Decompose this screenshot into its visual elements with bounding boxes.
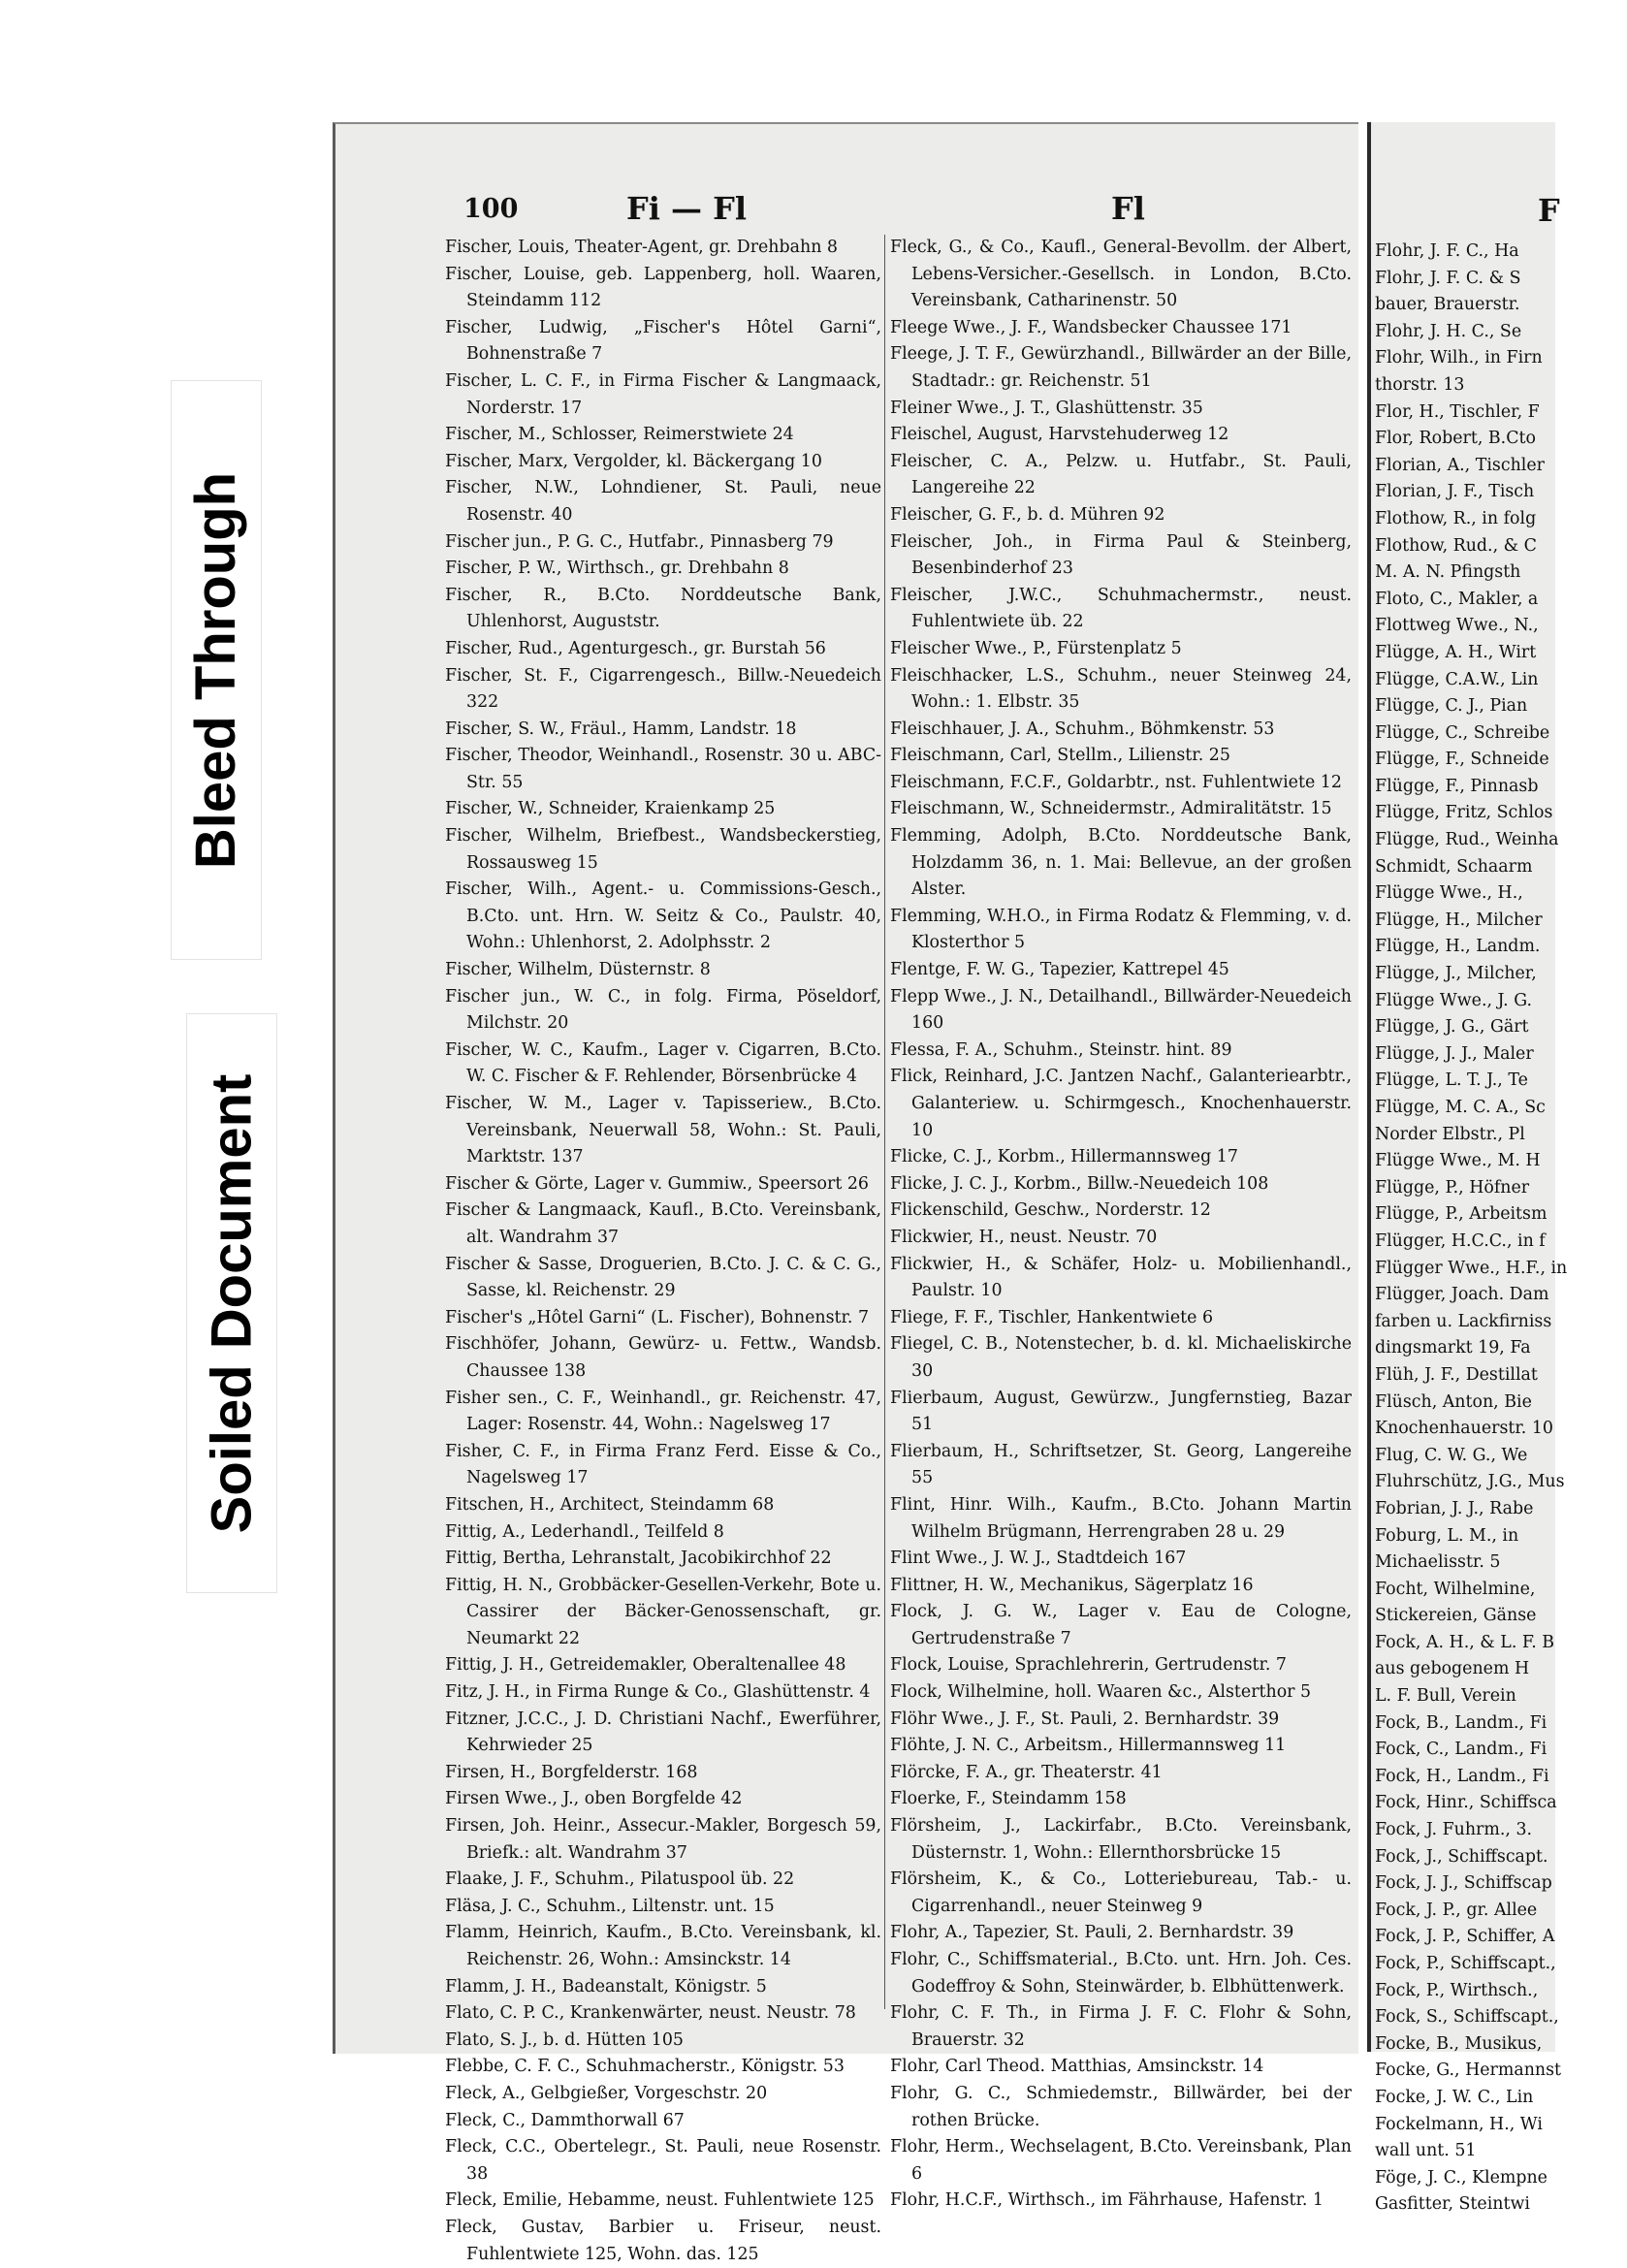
directory-entry: Fock, S., Schiffscapt., <box>1375 2007 1559 2028</box>
directory-entry: Fittig, A., Lederhandl., Teilfeld 8 <box>445 1521 724 1542</box>
directory-entry: Flohr, C., Schiffsmaterial., B.Cto. unt. Hrn. Joh. Ces. Godeffroy & Sohn, Steinwärder, b. Elbhüttenwerk. <box>890 1950 1352 1996</box>
directory-entry: Fischer & Sasse, Droguerien, B.Cto. J. C. & C. G., Sasse, kl. Reichenstr. 29 <box>445 1254 881 1301</box>
directory-entry: Knochenhauerstr. 10 <box>1375 1419 1553 1439</box>
directory-entry: Fock, J. P., gr. Allee <box>1375 1900 1538 1920</box>
directory-entry: Flügge, L. T. J., Te <box>1375 1070 1528 1091</box>
directory-entry: Flemming, W.H.O., in Firma Rodatz & Flemming, v. d. Klosterthor 5 <box>890 906 1352 953</box>
directory-entry: Fleischmann, F.C.F., Goldarbtr., nst. Fuhlentwiete 12 <box>890 772 1342 792</box>
directory-entry: Fleischhauer, J. A., Schuhm., Böhmkenstr. 53 <box>890 719 1275 739</box>
directory-entry: Fleck, G., & Co., Kaufl., General-Bevollm. der Albert, Lebens-Versicher.-Gesellsch. in London, B.Cto. Vereinsbank, Catharinenstr. 50 <box>890 238 1352 311</box>
directory-entry: Fischer, W. M., Lager v. Tapisseriew., B.Cto. Vereinsbank, Neuerwall 58, Wohn.: St. Pauli, Marktstr. 137 <box>445 1094 881 1167</box>
directory-entry: Fleck, Gustav, Barbier u. Friseur, neust. Fuhlentwiete 125, Wohn. das. 125 <box>445 2217 881 2264</box>
directory-entry: Flierbaum, H., Schriftsetzer, St. Georg, Langereihe 55 <box>890 1441 1352 1488</box>
bleed-through-text: Bleed Through <box>184 471 248 869</box>
directory-entry: Fliege, F. F., Tischler, Hankentwiete 6 <box>890 1307 1214 1327</box>
directory-entry: Fleck, A., Gelbgießer, Vorgeschstr. 20 <box>445 2083 768 2103</box>
directory-entry: Fobrian, J. J., Rabe <box>1375 1498 1534 1518</box>
directory-entry: Fleiner Wwe., J. T., Glashüttenstr. 35 <box>890 398 1203 418</box>
directory-entry: Fisher sen., C. F., Weinhandl., gr. Reichenstr. 47, Lager: Rosenstr. 44, Wohn.: Nagelsweg 17 <box>445 1388 881 1435</box>
bleed-through-label <box>171 380 262 960</box>
directory-entry: Focke, B., Musikus, <box>1375 2033 1543 2054</box>
directory-entry: Fock, P., Wirthsch., <box>1375 1980 1539 2000</box>
directory-entry: Flohr, C. F. Th., in Firma J. F. C. Flohr & Sohn, Brauerstr. 32 <box>890 2003 1352 2050</box>
directory-entry: Flügge, Fritz, Schlos <box>1375 803 1553 823</box>
directory-entry: Schmidt, Schaarm <box>1375 856 1533 877</box>
directory-entry: Fischer, S. W., Fräul., Hamm, Landstr. 18 <box>445 719 797 739</box>
directory-entry: Flüsch, Anton, Bie <box>1375 1391 1532 1412</box>
directory-entry: Fischer, Marx, Vergolder, kl. Bäckergang 10 <box>445 451 822 471</box>
directory-entry: Fischer, Rud., Agenturgesch., gr. Burstah 56 <box>445 638 826 658</box>
directory-entry: Fock, J. J., Schiffscap <box>1375 1873 1552 1894</box>
directory-entry: Fitz, J. H., in Firma Runge & Co., Glashüttenstr. 4 <box>445 1682 871 1703</box>
directory-entry: Flohr, J. F. C., Ha <box>1375 241 1519 261</box>
directory-entry: Stickereien, Gänse <box>1375 1606 1537 1626</box>
directory-entry: Fock, C., Landm., Fi <box>1375 1740 1547 1760</box>
directory-entry: Fischer & Langmaack, Kaufl., B.Cto. Vereinsbank, alt. Wandrahm 37 <box>445 1200 881 1247</box>
directory-entry: Flügge, C.A.W., Lin <box>1375 669 1539 689</box>
directory-entry: Flohr, Carl Theod. Matthias, Amsinckstr. 14 <box>890 2057 1264 2077</box>
directory-entry: Fischer, Louise, geb. Lappenberg, holl. Waaren, Steindamm 112 <box>445 264 881 311</box>
directory-entry: Fischer, Wilhelm, Düsternstr. 8 <box>445 960 711 980</box>
running-head: Fi — Fl <box>626 190 748 227</box>
directory-entry: Flügge, Rud., Weinha <box>1375 830 1559 850</box>
directory-entry: Fischer, Louis, Theater-Agent, gr. Drehbahn 8 <box>445 238 838 257</box>
directory-entry: Flügge, H., Milcher <box>1375 910 1543 930</box>
directory-entry: Flörsheim, J., Lackirfabr., B.Cto. Vereinsbank, Düsternstr. 1, Wohn.: Ellernthorsbrücke 15 <box>890 1816 1352 1863</box>
directory-entry: Flicke, C. J., Korbm., Hillermannsweg 17 <box>890 1147 1238 1167</box>
directory-entry: Fischer, R., B.Cto. Norddeutsche Bank, Uhlenhorst, Auguststr. <box>445 585 881 632</box>
directory-entry: Flickwier, H., neust. Neustr. 70 <box>890 1227 1158 1247</box>
directory-entry: Fischhöfer, Johann, Gewürz- u. Fettw., Wandsb. Chaussee 138 <box>445 1334 881 1381</box>
directory-entry: Flügge, P., Höfner <box>1375 1177 1530 1198</box>
directory-entry: Flügge Wwe., M. H <box>1375 1151 1541 1171</box>
directory-entry: Flügger, H.C.C., in f <box>1375 1230 1546 1251</box>
directory-entry: Fock, J. Fuhrm., 3. <box>1375 1820 1533 1840</box>
directory-entry: Flohr, J. F. C. & S <box>1375 268 1521 288</box>
directory-entry: Florian, J. F., Tisch <box>1375 482 1535 502</box>
directory-entry: Flügge, H., Landm. <box>1375 937 1541 957</box>
directory-entry: Flügge Wwe., J. G. <box>1375 990 1533 1010</box>
directory-entry: Fläsa, J. C., Schuhm., Liltenstr. unt. 15 <box>445 1896 775 1916</box>
directory-entry: Fitzner, J.C.C., J. D. Christiani Nachf., Ewerführer, Kehrwieder 25 <box>445 1709 881 1756</box>
directory-entry: Fleischer, C. A., Pelzw. u. Hutfabr., St. Pauli, Langereihe 22 <box>890 451 1352 498</box>
directory-column-next <box>1375 239 1627 2215</box>
directory-entry: Focke, J. W. C., Lin <box>1375 2087 1534 2107</box>
directory-entry: bauer, Brauerstr. <box>1375 295 1520 315</box>
directory-entry: Fleck, C., Dammthorwall 67 <box>445 2110 685 2130</box>
directory-entry: Flügge, M. C. A., Sc <box>1375 1098 1546 1117</box>
directory-entry: Fischer, M., Schlosser, Reimerstwiete 24 <box>445 425 794 445</box>
directory-entry: Flügge, F., Schneide <box>1375 750 1549 770</box>
directory-entry: Fockelmann, H., Wi <box>1375 2114 1543 2134</box>
column-divider <box>884 235 885 2009</box>
directory-entry: Flentge, F. W. G., Tapezier, Kattrepel 45 <box>890 960 1229 980</box>
directory-entry: Flaake, J. F., Schuhm., Pilatuspool üb. 22 <box>445 1869 795 1890</box>
directory-entry: Fischer, P. W., Wirthsch., gr. Drehbahn 8 <box>445 559 789 579</box>
directory-entry: Flato, C. P. C., Krankenwärter, neust. Neustr. 78 <box>445 2003 856 2024</box>
directory-entry: Flügge, A. H., Wirt <box>1375 642 1537 662</box>
directory-entry: Fleischer Wwe., P., Fürstenplatz 5 <box>890 638 1182 658</box>
directory-entry: Flickwier, H., & Schäfer, Holz- u. Mobilienhandl., Paulstr. 10 <box>890 1254 1352 1301</box>
directory-entry: Gasfitter, Steintwi <box>1375 2194 1530 2215</box>
directory-entry: Flörsheim, K., & Co., Lotteriebureau, Tab.- u. Cigarrenhandl., neuer Steinweg 9 <box>890 1869 1352 1916</box>
directory-entry: Fittig, H. N., Grobbäcker-Gesellen-Verkehr, Bote u. Cassirer der Bäcker-Genossenschaft, gr. Neumarkt 22 <box>445 1575 881 1648</box>
directory-entry: Flügge Wwe., H., <box>1375 883 1523 904</box>
directory-entry: Flick, Reinhard, J.C. Jantzen Nachf., Galanteriearbtr., Galanteriew. u. Schirmgesch., Knochenhauerstr. 10 <box>890 1067 1352 1140</box>
directory-entry: Flock, J. G. W., Lager v. Eau de Cologne, Gertrudenstraße 7 <box>890 1602 1352 1648</box>
directory-entry: Focke, G., Hermannst <box>1375 2060 1562 2081</box>
directory-entry: Flohr, Herm., Wechselagent, B.Cto. Vereinsbank, Plan 6 <box>890 2137 1352 2184</box>
directory-entry: Fischer, W., Schneider, Kraienkamp 25 <box>445 799 776 819</box>
directory-entry: Flebbe, C. F. C., Schuhmacherstr., Königstr. 53 <box>445 2057 845 2077</box>
directory-entry: Fliegel, C. B., Notenstecher, b. d. kl. Michaeliskirche 30 <box>890 1334 1352 1381</box>
directory-entry: Flothow, R., in folg <box>1375 508 1537 528</box>
directory-entry: Firsen, H., Borgfelderstr. 168 <box>445 1762 698 1782</box>
directory-entry: Flörcke, F. A., gr. Theaterstr. 41 <box>890 1762 1163 1782</box>
directory-entry: Fleischer, Joh., in Firma Paul & Steinberg, Besenbinderhof 23 <box>890 531 1352 579</box>
directory-entry: Flato, S. J., b. d. Hütten 105 <box>445 2029 684 2050</box>
directory-entry: Fischer, L. C. F., in Firma Fischer & Langmaack, Norderstr. 17 <box>445 370 881 418</box>
directory-entry: Flor, H., Tischler, F <box>1375 401 1540 422</box>
directory-entry: L. F. Bull, Verein <box>1375 1686 1516 1707</box>
directory-entry: Floto, C., Makler, a <box>1375 589 1539 609</box>
directory-entry: Fleege Wwe., J. F., Wandsbecker Chaussee 171 <box>890 317 1292 337</box>
directory-entry: Flügger, Joach. Dam <box>1375 1285 1549 1305</box>
directory-entry: Fischer, Ludwig, „Fischer's Hôtel Garni“, Bohnenstraße 7 <box>445 317 881 365</box>
directory-entry: Flint, Hinr. Wilh., Kaufm., B.Cto. Johann Martin Wilhelm Brügmann, Herrengraben 28 u. 29 <box>890 1494 1352 1542</box>
directory-entry: Fock, B., Landm., Fi <box>1375 1712 1547 1733</box>
directory-entry: Fischer, N.W., Lohndiener, St. Pauli, neue Rosenstr. 40 <box>445 478 881 525</box>
directory-entry: Fittig, Bertha, Lehranstalt, Jacobikirchhof 22 <box>445 1549 832 1569</box>
directory-entry: aus gebogenem H <box>1375 1659 1530 1679</box>
directory-entry: Flemming, Adolph, B.Cto. Norddeutsche Bank, Holzdamm 36, n. 1. Mai: Bellevue, an der großen Alster. <box>890 826 1352 900</box>
directory-entry: thorstr. 13 <box>1375 374 1465 395</box>
directory-entry: Flock, Louise, Sprachlehrerin, Gertrudenstr. 7 <box>890 1655 1288 1676</box>
directory-entry: Flohr, J. H. C., Se <box>1375 321 1522 341</box>
directory-entry: Föge, J. C., Klempne <box>1375 2167 1547 2188</box>
directory-entry: Fock, H., Landm., Fi <box>1375 1766 1549 1786</box>
page-number: 100 <box>463 194 519 224</box>
directory-entry: Fleege, J. T. F., Gewürzhandl., Billwärder an der Bille, Stadtadr.: gr. Reichenstr. 51 <box>890 344 1352 391</box>
directory-entry: Fleischel, August, Harvstehuderweg 12 <box>890 425 1229 445</box>
directory-entry: Flöhte, J. N. C., Arbeitsm., Hillermannsweg 11 <box>890 1736 1287 1756</box>
directory-entry: Fitschen, H., Architect, Steindamm 68 <box>445 1494 775 1515</box>
directory-entry: Fleischhacker, L.S., Schuhm., neuer Steinweg 24, Wohn.: 1. Elbstr. 35 <box>890 665 1352 713</box>
directory-entry: Flamm, J. H., Badeanstalt, Königstr. 5 <box>445 1976 767 1996</box>
next-page-edge <box>1367 122 1568 2215</box>
directory-entry: Flicke, J. C. J., Korbm., Billw.-Neuedeich 108 <box>890 1173 1269 1194</box>
directory-entry: Flohr, G. C., Schmiedemstr., Billwärder, bei der rothen Brücke. <box>890 2083 1352 2130</box>
directory-entry: Fischer jun., W. C., in folg. Firma, Pöseldorf, Milchstr. 20 <box>445 986 881 1034</box>
directory-entry: Flessa, F. A., Schuhm., Steinstr. hint. 89 <box>890 1039 1232 1060</box>
directory-entry: Firsen Wwe., J., oben Borgfelde 42 <box>445 1789 743 1809</box>
directory-entry: Flüh, J. F., Destillat <box>1375 1364 1538 1385</box>
directory-entry: Flohr, H.C.F., Wirthsch., im Fährhause, Hafenstr. 1 <box>890 2190 1324 2211</box>
directory-entry: Fock, J. P., Schiffer, A <box>1375 1927 1555 1947</box>
directory-entry: Fock, J., Schiffscapt. <box>1375 1846 1548 1867</box>
directory-entry: Flierbaum, August, Gewürzw., Jungfernstieg, Bazar 51 <box>890 1388 1352 1435</box>
directory-entry: Flügge, J. J., Maler <box>1375 1043 1534 1064</box>
directory-entry: Fleischmann, W., Schneidermstr., Admiralitätstr. 15 <box>890 799 1332 819</box>
directory-entry: M. A. N. Pfingsth <box>1375 562 1521 583</box>
directory-entry: Flügger Wwe., H.F., in <box>1375 1258 1568 1278</box>
directory-entry: Fleischmann, Carl, Stellm., Lilienstr. 25 <box>890 746 1230 766</box>
directory-entry: Flamm, Heinrich, Kaufm., B.Cto. Vereinsbank, kl. Reichenstr. 26, Wohn.: Amsinckstr. 14 <box>445 1923 881 1969</box>
directory-entry: Floerke, F., Steindamm 158 <box>890 1789 1127 1809</box>
directory-entry: Flohr, Wilh., in Firn <box>1375 348 1543 368</box>
directory-entry: Fleck, C.C., Obertelegr., St. Pauli, neue Rosenstr. 38 <box>445 2137 881 2184</box>
directory-entry: Flügge, C., Schreibe <box>1375 722 1550 743</box>
directory-entry: Flügge, F., Pinnasb <box>1375 776 1539 796</box>
directory-entry: Flor, Robert, B.Cto <box>1375 429 1536 449</box>
directory-entry: Flohr, A., Tapezier, St. Pauli, 2. Bernhardstr. 39 <box>890 1923 1294 1943</box>
directory-entry: Focht, Wilhelmine, <box>1375 1579 1536 1599</box>
directory-entry: Firsen, Joh. Heinr., Assecur.-Makler, Borgesch 59, Briefk.: alt. Wandrahm 37 <box>445 1816 881 1863</box>
directory-entry: Flickenschild, Geschw., Norderstr. 12 <box>890 1200 1211 1221</box>
soiled-document-text: Soiled Document <box>200 1073 264 1533</box>
directory-entry: Fock, A. H., & L. F. B <box>1375 1632 1555 1652</box>
directory-entry: Fock, Hinr., Schiffsca <box>1375 1793 1557 1813</box>
next-page-head: F <box>1538 192 1560 229</box>
directory-entry: Fischer, W. C., Kaufm., Lager v. Cigarren, B.Cto. W. C. Fischer & F. Rehlender, Börsenbrücke 4 <box>445 1039 881 1087</box>
directory-entry: dingsmarkt 19, Fa <box>1375 1338 1531 1358</box>
directory-entry: Florian, A., Tischler <box>1375 455 1545 475</box>
page-header <box>335 190 1358 233</box>
directory-entry: Flittner, H. W., Mechanikus, Sägerplatz 16 <box>890 1575 1254 1595</box>
directory-entry: Flock, Wilhelmine, holl. Waaren &c., Alsterthor 5 <box>890 1682 1312 1703</box>
directory-entry: Fleck, Emilie, Hebamme, neust. Fuhlentwiete 125 <box>445 2190 875 2211</box>
directory-entry: Fluhrschütz, J.G., Mus <box>1375 1472 1565 1492</box>
column-head: Fl <box>1111 190 1145 227</box>
directory-entry: Fischer, St. F., Cigarrengesch., Billw.-Neuedeich 322 <box>445 665 881 713</box>
directory-entry: Fleischer, G. F., b. d. Mühren 92 <box>890 504 1165 525</box>
directory-entry: Flügge, C. J., Pian <box>1375 696 1528 717</box>
scanned-page <box>333 122 1358 2264</box>
directory-entry: Fischer, Theodor, Weinhandl., Rosenstr. 30 u. ABC-Str. 55 <box>445 746 881 792</box>
directory-entry: Flottweg Wwe., N., <box>1375 616 1539 636</box>
directory-entry: Flügge, P., Arbeitsm <box>1375 1204 1547 1225</box>
directory-column-right <box>890 235 1352 2211</box>
directory-entry: Fischer's „Hôtel Garni“ (L. Fischer), Bohnenstr. 7 <box>445 1307 870 1327</box>
directory-entry: Flothow, Rud., & C <box>1375 535 1537 556</box>
directory-entry: Flügge, J., Milcher, <box>1375 964 1537 984</box>
directory-entry: Fischer, Wilh., Agent.- u. Commissions-Gesch., B.Cto. unt. Hrn. W. Seitz & Co., Paulstr. 40, Wohn.: Uhlenhorst, 2. Adolphsstr. 2 <box>445 879 881 953</box>
directory-entry: Fisher, C. F., in Firma Franz Ferd. Eisse & Co., Nagelsweg 17 <box>445 1441 881 1488</box>
directory-entry: Fittig, J. H., Getreidemakler, Oberaltenallee 48 <box>445 1655 846 1676</box>
directory-entry: Fleischer, J.W.C., Schuhmachermstr., neust. Fuhlentwiete üb. 22 <box>890 585 1352 632</box>
directory-entry: wall unt. 51 <box>1375 2141 1477 2161</box>
directory-entry: Flug, C. W. G., We <box>1375 1445 1528 1465</box>
directory-column-left <box>445 235 881 2264</box>
directory-entry: Flint Wwe., J. W. J., Stadtdeich 167 <box>890 1549 1187 1569</box>
directory-entry: Fock, P., Schiffscapt., <box>1375 1954 1556 1973</box>
directory-entry: Flepp Wwe., J. N., Detailhandl., Billwärder-Neuedeich 160 <box>890 986 1352 1034</box>
directory-entry: Foburg, L. M., in <box>1375 1525 1519 1546</box>
directory-entry: Flügge, J. G., Gärt <box>1375 1017 1529 1038</box>
directory-entry: Flöhr Wwe., J. F., St. Pauli, 2. Bernhardstr. 39 <box>890 1709 1280 1729</box>
directory-entry: Fischer, Wilhelm, Briefbest., Wandsbeckerstieg, Rossausweg 15 <box>445 826 881 873</box>
directory-entry: Fischer & Görte, Lager v. Gummiw., Speersort 26 <box>445 1173 869 1194</box>
directory-entry: Norder Elbstr., Pl <box>1375 1124 1525 1144</box>
directory-entry: farben u. Lackfirniss <box>1375 1311 1552 1331</box>
directory-entry: Michaelisstr. 5 <box>1375 1552 1501 1573</box>
soiled-document-label <box>186 1013 277 1593</box>
directory-entry: Fischer jun., P. G. C., Hutfabr., Pinnasberg 79 <box>445 531 834 552</box>
